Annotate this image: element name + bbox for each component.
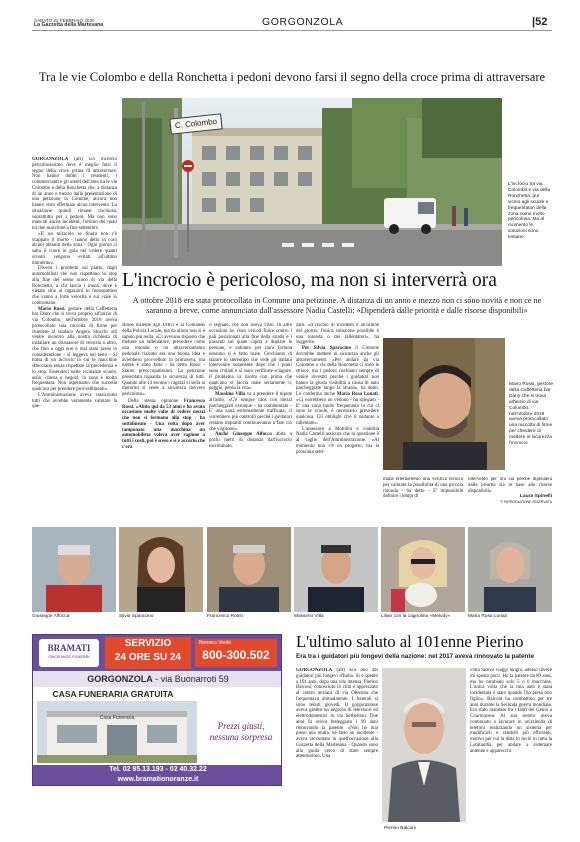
ad-building-image [37,701,197,763]
caption-silvia-sparacino: Silvia Sparacino [119,614,154,619]
obituary-column-1: GORGONZOLA (afl) Era uno dei guidatori più longevi d'Italia. Si è spento a 101 anni, dopo una vita intensa, Pierino Balconi, conosciuto in città e apprezzato al centro anziani di via Oberdan che frequentava abitualmente. I funerali si sono tenuti giovedì. Il gorgonzolese aveva gestito un negozio di televisori ed elettrodomestici in via Serbelloni. Due anni fa aveva festeggiato i 99 anni rinnovando la patente. «Non ho mai preso una multa, né fatto un incidente - aveva raccontato in quell'occasione alla Gazzetta della Martesana - Quando sono alla guida cerco di stare sempre attentissimo. Una [296,668,378,760]
paragraph-4: Mario Rossi, gestore della Caffetteria bar Dany che si trova proprio all'inizio di via Colombo, nell'ottobre 2018 aveva protocollato una raccolta di firme per chiedere al sindaco Angelo Stucchi «di venire incontro alla nostra richiesta di installare un dissuasore di velocità o altro, che fino a oggi non è mai stato preso in considerazione - si leggeva nel testo - Si tratta di un incrocio in cui le macchine sfrecciano senza rispettare la precedenza e lo stop. Essendoci nelle vicinanze scuole, asilo, chiesa e negozi, la zona è molto frequentata. Non aspettiamo che succeda qualcosa per prendere provvedimenti». [32,306,117,392]
ad-brand: BRAMATI [47,643,91,653]
street-sign: C. Colombo [169,113,222,134]
thumb-francesco-rossi [207,527,291,612]
page-header-dateline [34,18,103,29]
body-column-4: zato. «Il rischio di incidenti è all'ordine del giorno, l'unica soluzione possibile è una rotonda o dei rallentatori», ha suggerito. Per Silvia Sparacino il Comune dovrebbe mettere in sicurezza anche gli attraversamenti. «Per andare da via Colombo a via della Ronchetta ci sono le strisce, ma i pedoni rischiano sempre di venire investiti perché i guidatori non hanno la giusta visibilità a causa di auto parcheggiate lungo la strada», ha detto. Lo conferma anche Maria Rosa Lonati. «Ci vorrebbero un vedono - ha spiegato - E' una zona molto frequentata in cui ci sono le scuole, è necessario prevedere qualcosa. Gli obblighi ch'è il soltanto a rallentare». L'assessore a Mobilità e viabilità Nadia Castelli assicura che la questione è al vaglio dell'Amministrazione. «Al momento non c'è un progetto, ma la prossima setti- [296,323,379,455]
ad-address-line: GORGONZOLA - via Buonarroti 59 [33,671,282,687]
issue-date: SABATO 22 FEBBRAIO 2020 [34,18,95,23]
paragraph-1: GORGONZOLA (afl) Un incrocio pericolosissimo dove è meglio farsi il segno della croce prima di attraversare. Non hanno dubbi i residenti, i commercianti e gli utenti dell'area tra le vie Colombo e della Ronchetta che, a distanza di un anno e mezzo dalla presentazione di una petizione in Comune, ancora non hanno visto effettuare alcun intervento. La situazione quindi rimane rischiosa, soprattutto per i pedoni. Ma non sono mancati anche incidenti, l'ultimo dei quali tra due macchine a fine settembre. [32,157,117,231]
main-standfirst: A ottobre 2018 era stata protocollata in Comune una petizione. A distanza di un anno e mezzo non ci sono novità e non ce ne saranno a breve, come annunciato dall'assessore Nadia Castelli: «Dipenderà dalle priorità e dalle risorse disponibili» [132,296,542,315]
newspaper-name: La Gazzetta della Martesana [34,22,104,29]
thumb-lilian-melody [381,527,465,612]
article-kicker: Tra le vie Colombo e della Ronchetta i pedoni devono farsi il segno della croce prima di attraversare [38,70,546,84]
ad-toll-free-number: 800-300.502 [202,648,270,662]
main-photo-caption: L'incrocio tra via Colombo e via della Ronchetta, pur vicino agli scuole e frequentatori della zona come molto pericolosa. Ma al momento le soluzioni sono lontane [508,182,551,241]
ad-slogan: Prezzi giusti, nessuna sorpresa [209,721,273,742]
thumb-massimo-villa [294,527,378,612]
ad-house-title: CASA FUNERARIA GRATUITA [52,689,174,699]
thumb-maria-rosa-lonati [468,527,552,612]
left-column [32,157,117,557]
ad-website: www.bramationoranze.it [117,776,199,783]
paragraph-2: «E' un miracolo se finora non c'è scappato il morto - hanno detto in coro alcuni abitanti della zona - Ogni giorno ci salta il cuore in gola nel vedere quanti scontri vengono evitati all'ultimo momento». [32,231,117,266]
obituary-standfirst: Era tra i guidatori più longevi della nazione: nel 2017 aveva rinnovato la patente [296,653,534,660]
funeral-home-advertisement [32,634,282,786]
ad-logo-badge [39,639,99,667]
body-column-2: stione insieme agli Uffici e al Comando della Polizia Locale, ma da allora non si è saputo più nulla. «Ci avevano risposto che mettere un rallentatore, prevedere come una rotonda o un attraversamento pedonale rialzato era una buona idea e avrebbero provveduto in primavera, ma niente è stato fatto - ha detto Rossi - Siamo preoccupatissimi. La petizione presentata riguarda la sicurezza di tutti. Quando alle 14 escono i ragazzi si sella ai motorini si sente a sicurezza davvero pericoloso». Della stessa opinione Francesco Rossi. «Abito qui da 53 anni e ho avuto occasione molte volte di vedere mezzi che non si fermano allo stop - ha sottolineato - Una volta dopo aver tamponato una macchina un automobilista voleva aver ragione a tutti i costi, poi è sceso e si è accorto che c'era [122,323,205,450]
ad-service-badge: SERVIZIO 24 ORE SU 24 [105,637,191,669]
ad-phone: 02 95.13.193 - 02 40.32.22 [122,766,207,773]
caption-giuseppe-alfocca: Giuseppe Alfocca [32,614,70,619]
ad-toll-free: Numero Verde 800-300.502 [195,639,277,667]
ad-brand-sub: ONORANZE FUNEBRI [48,654,90,659]
caption-francesco-rossi: Francesco Rossi [207,614,243,619]
obituary-headline: L'ultimo saluto al 101enne Pierino [296,632,524,651]
photo-pierino-balconi [382,668,466,822]
header-rule [32,30,552,31]
main-photo-intersection [122,98,502,266]
portrait-mario-rossi [383,338,505,470]
page-number: |52 [532,16,548,28]
caption-massimo-villa: Massimo Villa [294,614,324,619]
thumb-silvia-sparacino [119,527,203,612]
caption-pierino-balconi: Pierino Balconi [384,826,416,831]
copyright-notice: © RIPRODUZIONE RISERVATA [500,500,552,504]
section-title: GORGONZOLA [262,16,344,28]
paragraph-5: L'Amministrazione aveva rassicurato tutti che avrebbe veramente valutato la que- [32,392,117,410]
portrait-image [383,338,505,470]
body-column-5: mana effettueremo una verifica tecnica per valutare la possibilità di una piccola rotonda - ha detto - E' impossibile definire i tempi di [383,477,463,500]
thumb-giuseppe-alfocca [32,527,116,612]
paragraph-3: Diversi i problemi sul piatto, dagli automobilisti che non rispettano lo stop alla fine del senso unico di via della Ronchetta, a chi lascia i mezzi dove è vietato sino ai ragazzini in monopattino che vanno a forte velocità e sul viale in contromano. [32,266,117,306]
body-column-3: il segnale, che non aveva visto. In altre occasioni ho visto veicoli finire contro i pali posizionati alla fine della strada e i passanti sul quale capita a duplare le persone, e soltanto per pura fortuna nessuno si è fatto male. Cerchiamo di slalare lo stereotipo che vede gli italiani intervenire solamente dopo che i punti sono crollati e si sono verificate sciagure. Il problema va risolto con prima che qualcuno si faccia male seriamente o, peggio, perda la vita». Massimo Villa va a prendere il nipote all'asilo. «C'è sempre caos con mezzi parcheggiati ovunque - ha commentato - E' una zona estremamente trafficata, ci vorrebbero più controlli perché i guidatori restano impuniti continueranno a fare ciò che vogliono». Anche Giuseppe Alfocca abita a pochi metri di distanza dall'incrocio incriminato. [209,323,292,449]
body-column-6: intervento per ora sia perché dipenderà dalle priorità sia in base alle risorse disponibili». Laura Spinelli © RIPRODUZIONE RISERVATA [468,477,552,504]
caption-lilian: Lilian con la cagnolina «Melody» [381,614,451,619]
main-headline: L'incrocio è pericoloso, ma non si interverrà ora [122,270,497,291]
caption-maria-rosa-lonati: Maria Rosa Lonati [468,614,507,619]
byline: Laura Spinelli [519,494,552,500]
ad-building-sign: Casa Funeraria [99,715,135,721]
ad-contact-band: Tel. 02 95.13.193 - 02 40.32.22 www.bramationoranze.it [33,765,282,786]
portrait-caption: Mario Rossi, gestore della Caffetteria bar Dany che si trova all'inizio di via Colombo, nell'ottobre 2018 aveva protocollato una raccolta di firme per chiedere di mettere in sicurezza l'incrocio [509,382,553,447]
obituary-column-3: volta facevo viaggi lunghi, adesso invece mi sposto poco. Ho la patente da 80 anni, ma ho cambiato solo 5 o 6 macchine. L'unica volta che la mia auto è stata incidentata è stato quando l'ho presa mio figlio». Balconi ha combattuto per tre anni durante la Seconda guerra mondiale. Era stato mandato tra i fanti del Genio a Courmayeur. Al suo rientro aveva continuato a lavorare in un'azienda di telefoni realizzando un sistema per modificarli e renderli più efficienti, motivo per cui la ditta lo inviò in tutta la Lombardia per andare a sistemare antenne e apparecchi. [470,668,552,754]
